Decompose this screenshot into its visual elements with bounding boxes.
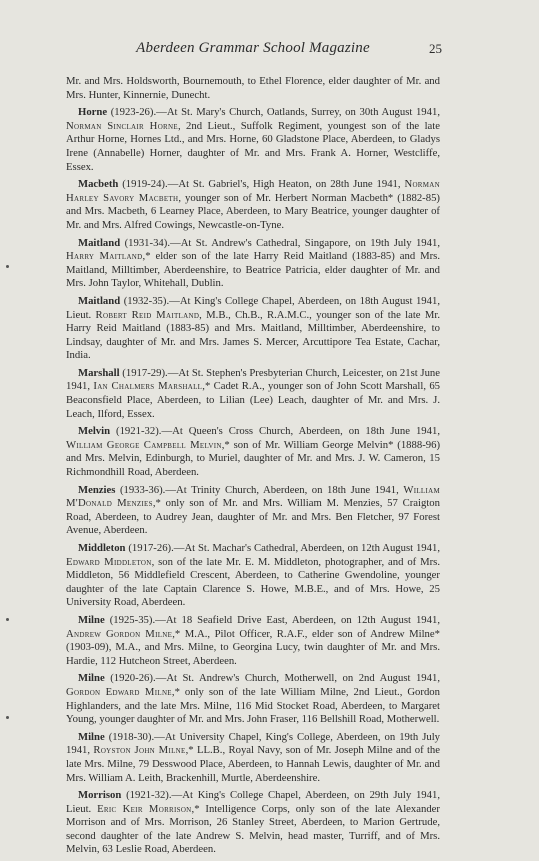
entry-groom-name: Royston John Milne <box>93 744 186 757</box>
entry-surname: Milne <box>78 672 105 685</box>
marriage-entry <box>66 542 440 610</box>
entry-surname: Middleton <box>78 542 126 554</box>
entry-groom-name: William M'Donald Menzies <box>66 483 440 510</box>
entry-text-pre: —At St. Machar's Cathedral, Aberdeen, on 12th August 1941, <box>173 542 441 554</box>
marriage-entry <box>66 484 440 538</box>
entry-surname: Macbeth <box>78 178 119 191</box>
entry-years: (1931-34). <box>124 236 171 249</box>
entry-text-pre: —At St. Mary's Church, Oatlands, Surrey, on 30th August 1941, <box>156 106 441 119</box>
entry-surname: Menzies <box>78 483 116 496</box>
entry-years: (1921-32). <box>126 789 172 802</box>
entry-text-pre: —At University Chapel, King's College, Aberdeen, on 19th July 1941, <box>66 730 441 757</box>
entry-surname: Melvin <box>78 425 111 438</box>
marriage-entry <box>66 295 440 363</box>
entry-surname: Milne <box>78 730 105 743</box>
entry-text-pre: —At King's College Chapel, Aberdeen, on 18th August 1941, Lieut. <box>66 294 440 321</box>
entry-years: (1920-26). <box>110 672 156 685</box>
entry-groom-name: Gordon Edward Milne <box>66 685 172 698</box>
entry-surname: Horne <box>78 106 108 119</box>
marriage-entry <box>66 367 440 421</box>
entry-text-pre: —At St. Stephen's Presbyterian Church, Leicester, on 21st June 1941, <box>66 366 441 393</box>
marriage-entry <box>66 614 440 668</box>
marriage-entry <box>66 237 440 291</box>
entry-text-post: ,* LL.B., Royal Navy, son of Mr. Joseph Milne and of the late Mrs. Milne, 79 Desswood Place, Aberdeen, to Hannah Lewis, daughter of Mr. and Mrs. William A. Leith, Brackenhill, Murtle, Aberdeenshire. <box>66 744 441 784</box>
entries-container <box>66 106 440 857</box>
entry-years: (1917-29). <box>122 366 168 379</box>
marriage-entry <box>66 672 440 726</box>
entry-text-pre: —At 18 Seafield Drive East, Aberdeen, on 12th August 1941, <box>155 613 441 626</box>
entry-years: (1933-36). <box>119 483 166 496</box>
entry-surname: Morrison <box>78 789 122 802</box>
entry-text-pre: —At Queen's Cross Church, Aberdeen, on 18th June 1941, <box>161 425 440 438</box>
entry-surname: Marshall <box>78 366 120 379</box>
margin-mark <box>6 716 9 719</box>
entry-years: (1925-35). <box>109 613 156 626</box>
entry-surname: Maitland <box>78 236 121 249</box>
entry-years: (1923-26). <box>110 106 157 119</box>
entry-groom-name: Harry Maitland <box>66 250 143 263</box>
entry-text-post: , M.B., Ch.B., R.A.M.C., younger son of the late Mr. Harry Reid Maitland (1883-85) and Mrs. Maitland, Milltimber, Aberdeenshire, to Lindsay, daughter of Mr. and Mrs. James S. Mercer, Arcuttipore Tea Estate, Cachar, India. <box>66 308 440 362</box>
entry-groom-name: Eric Keir Morrison <box>97 802 192 815</box>
running-header <box>66 40 440 58</box>
margin-mark <box>6 618 9 621</box>
entry-text-pre: —At St. Andrew's Church, Motherwell, on 2nd August 1941, <box>155 672 441 685</box>
entry-groom-name: William George Campbell Melvin <box>66 438 222 451</box>
marriage-entry <box>66 789 440 857</box>
entry-text-post: , 2nd Lieut., Suffolk Regiment, youngest son of the late Arthur Horne, Hornes Ltd., and Mrs. Horne, 60 Gladstone Place, Aberdeen, to Gladys Irene (Annabelle) Horner, daughter of Mr. and Mrs. Frank A. Horner, Westcliffe, Essex. <box>66 119 440 173</box>
entry-text-post: ,* only son of the late William Milne, 2nd Lieut., Gordon Highlanders, and the late Mrs. Milne, 116 Mid Stocket Road, Aberdeen, to Margaret Young, younger daughter of Mr. and Mrs. John Fraser, 116 Bellshill Road, Motherwell. <box>66 685 440 726</box>
entry-surname: Milne <box>78 613 105 626</box>
entry-years: (1918-30). <box>108 730 155 743</box>
entry-text-post: , son of the late Mr. E. M. Middleton, photographer, and of Mrs. Middleton, 56 Middlefield Crescent, Aberdeen, to Catherine Gwendoline, younger daughter of the late Captain Clarence S. Howe, M.B.E., and of Mrs. Howe, 25 University Road, Aberdeen. <box>66 555 440 609</box>
magazine-title: Aberdeen Grammar School Magazine <box>136 40 370 56</box>
page-number: 25 <box>429 41 442 56</box>
entry-text-post: ,* only son of Mr. and Mrs. William M. Menzies, 57 Craigton Road, Aberdeen, to Audrey Jean, daughter of Mr. and Mrs. Ben Fletcher, 97 Forest Avenue, Aberdeen. <box>66 497 440 537</box>
entry-text-pre: —At St. Andrew's Cathedral, Singapore, on 19th July 1941, <box>170 236 441 249</box>
margin-mark <box>6 265 9 268</box>
entry-text-post: ,* son of Mr. William George Melvin* (1888-96) and Mrs. Melvin, Edinburgh, to Muriel, daughter of Mr. and Mrs. J. W. Cameron, 15 Richmondhill Road, Aberdeen. <box>66 438 441 479</box>
marriages-list <box>66 75 440 861</box>
entry-surname: Maitland <box>78 294 121 307</box>
marriage-entry <box>66 425 440 479</box>
entry-text-pre: —At St. Gabriel's, High Heaton, on 28th June 1941, <box>167 178 405 191</box>
entry-text-post: ,* elder son of the late Harry Reid Maitland (1883-85) and Mrs. Maitland, Milltimber, Aberdeenshire, to Beatrice Patricia, elder daughter of Mr. and Mrs. John Taylor, Whitehall, Dublin. <box>66 250 440 290</box>
entry-text-pre: —At Trinity Church, Aberdeen, on 18th June 1941, <box>165 483 404 496</box>
entry-years: (1919-24). <box>122 178 168 191</box>
entry-years: (1932-35). <box>123 294 170 307</box>
entry-groom-name: Norman Sinclair Horne <box>66 119 178 132</box>
entry-text-post: ,* Intelligence Corps, only son of the late Alexander Morrison and of Mrs. Morrison, 26 Stanley Street, Aberdeen, to Marion Gertrude, second daughter of the late Andrew S. Melvin, head master, Turriff, and of Mrs. Melvin, 63 Leslie Road, Aberdeen. <box>66 802 440 856</box>
entry-groom-name: Andrew Gordon Milne <box>66 627 173 640</box>
entry-groom-name: Robert Reid Maitland <box>95 308 200 321</box>
marriage-entry <box>66 178 440 232</box>
entry-years: (1917-26). <box>128 542 174 554</box>
entry-years: (1921-32). <box>116 425 162 438</box>
entry-text-post: , younger son of Mr. Herbert Norman Macbeth* (1882-85) and Mrs. Macbeth, 6 Learney Place, Aberdeen, to Mary Beatrice, younger daughter of Mr. and Mrs. Alfred Cowings, Newcastle-on-Tyne. <box>66 191 440 231</box>
entry-groom-name: Edward Middleton <box>66 555 152 568</box>
entry-groom-name: Norman Harley Savory Macbeth <box>66 178 441 204</box>
entry-groom-name: Ian Chalmers Marshall <box>93 380 203 393</box>
entry-text-pre: —At King's College Chapel, Aberdeen, on 29th July 1941, Lieut. <box>66 789 440 815</box>
entry-text-post: ,* M.A., Pilot Officer, R.A.F., elder son of Andrew Milne* (1903-09), M.A., and Mrs. Milne, to Georgina Lucy, twin daughter of Mr. and Mrs. Hardie, 112 Hutcheon Street, Aberdeen. <box>66 627 440 667</box>
intro-paragraph: Mr. and Mrs. Holdsworth, Bournemouth, to Ethel Florence, elder daughter of Mr. and Mrs. Hunter, Kinnernie, Dunecht. <box>66 75 440 101</box>
marriage-entry <box>66 106 440 174</box>
marriage-entry <box>66 731 440 785</box>
entry-text-post: ,* Cadet R.A., younger son of John Scott Marshall, 65 Beaconsfield Place, Aberdeen, to Lilian (Lee) Leach, daughter of Mr. and Mrs. J. Leach, Ilford, Essex. <box>66 380 441 420</box>
